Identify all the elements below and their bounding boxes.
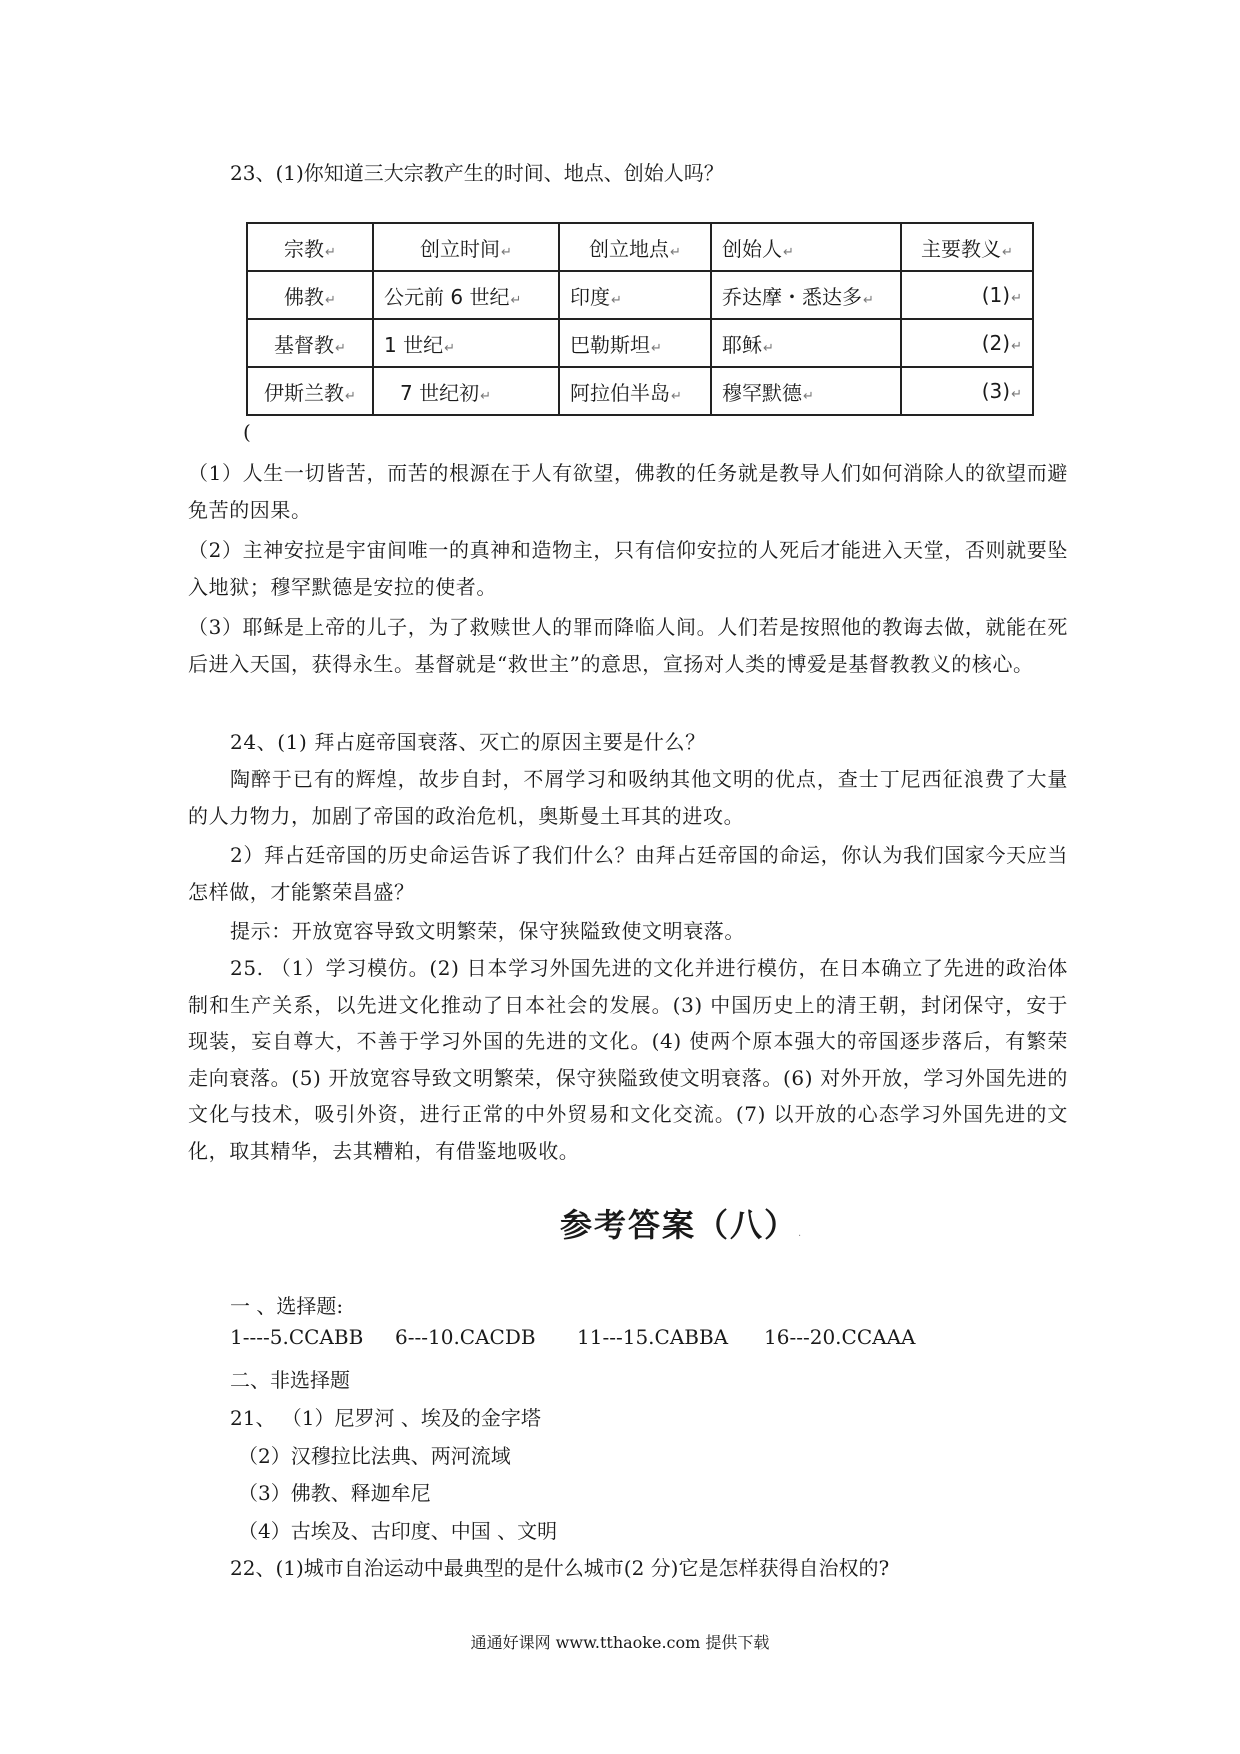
- table-header-cell: 创立时间↵: [373, 223, 559, 271]
- table-row: [247, 319, 1033, 367]
- table-cell: 巴勒斯坦↵: [559, 319, 711, 367]
- doctrine-christianity: （3）耶稣是上帝的儿子，为了救赎世人的罪而降临人间。人们若是按照他的教诲去做，就能在死后进入天国，获得永生。基督就是“救世主”的意思，宣扬对人类的博爱是基督教教义的核心。: [188, 615, 1068, 676]
- table-cell: (3)↵: [901, 367, 1033, 415]
- mc-answers-2: 6---10.CACDB: [395, 1325, 536, 1349]
- q21-answer-2: （2）汉穆拉比法典、两河流域: [238, 1444, 511, 1468]
- table-cell: 耶稣↵: [711, 319, 901, 367]
- section-multiple-choice-label: 一 、选择题:: [230, 1294, 344, 1318]
- table-cell: 印度↵: [559, 271, 711, 319]
- q21-answer-1: 21、 （1）尼罗河 、埃及的金字塔: [230, 1406, 541, 1430]
- q21-answer-3: （3）佛教、释迦牟尼: [238, 1481, 431, 1505]
- table-header-cell: 宗教↵: [247, 223, 373, 271]
- table-cell: 佛教↵: [247, 271, 373, 319]
- q21-answer-4: （4）古埃及、古印度、中国 、文明: [238, 1519, 558, 1543]
- table-cell: 1 世纪↵: [373, 319, 559, 367]
- table-cell: 伊斯兰教↵: [247, 367, 373, 415]
- mc-answers-4: 16---20.CCAAA: [764, 1325, 916, 1349]
- table-cell: 阿拉伯半岛↵: [559, 367, 711, 415]
- religion-table: [246, 222, 1034, 416]
- q24-question-1: 24、(1) 拜占庭帝国衰落、灭亡的原因主要是什么？: [230, 730, 706, 754]
- table-cell: 基督教↵: [247, 319, 373, 367]
- table-cell: 7 世纪初↵: [373, 367, 559, 415]
- q24-answer-1: 陶醉于已有的辉煌，故步自封，不屑学习和吸纳其他文明的优点，查士丁尼西征浪费了大量的人力物力，加剧了帝国的政治危机，奥斯曼土耳其的进攻。: [188, 767, 1068, 828]
- mc-answers-1: 1----5.CCABB: [230, 1325, 364, 1349]
- doctrine-islam: （2）主神安拉是宇宙间唯一的真神和造物主，只有信仰安拉的人死后才能进入天堂，否则就要坠入地狱；穆罕默德是安拉的使者。: [188, 538, 1068, 599]
- table-row: [247, 367, 1033, 415]
- table-cell: 公元前 6 世纪↵: [373, 271, 559, 319]
- table-header-cell: 创立地点↵: [559, 223, 711, 271]
- answer-key-heading: 参考答案（八）.: [560, 1206, 804, 1244]
- q22-question: 22、(1)城市自治运动中最典型的是什么城市(2 分)它是怎样获得自治权的?: [230, 1556, 890, 1580]
- table-header-cell: 创始人↵: [711, 223, 901, 271]
- section-non-choice-label: 二、非选择题: [230, 1368, 350, 1392]
- doctrine-buddhism: （1）人生一切皆苦，而苦的根源在于人有欲望，佛教的任务就是教导人们如何消除人的欲望而避免苦的因果。: [188, 461, 1068, 522]
- q24-hint: 提示：开放宽容导致文明繁荣，保守狭隘致使文明衰落。: [230, 919, 745, 943]
- table-cell: (1)↵: [901, 271, 1033, 319]
- mc-answers-3: 11---15.CABBA: [577, 1325, 729, 1349]
- table-cell: 乔达摩・悉达多↵: [711, 271, 901, 319]
- q24-question-2: 2）拜占廷帝国的历史命运告诉了我们什么？由拜占廷帝国的命运，你认为我们国家今天应当怎样做，才能繁荣昌盛？: [188, 843, 1068, 904]
- table-header-row: [247, 223, 1033, 271]
- table-cell: (2)↵: [901, 319, 1033, 367]
- table-cell: 穆罕默德↵: [711, 367, 901, 415]
- stray-parenthesis: (: [243, 420, 251, 444]
- q25-answer: 25. （1）学习模仿。(2) 日本学习外国先进的文化并进行模仿，在日本确立了先进的政治体制和生产关系，以先进文化推动了日本社会的发展。(3) 中国历史上的清王朝，封闭保守，安于现装，妄自尊大，不善于学习外国的先进的文化。(4) 使两个原本强大的帝国逐步落后，有繁荣走向衰落。(5) 开放宽容导致文明繁荣，保守狭隘致使文明衰落。(6) 对外开放，学习外国先进的文化与技术，吸引外资，进行正常的中外贸易和文化交流。(7) 以开放的心态学习外国先进的文化，取其精华，去其糟粕，有借鉴地吸收。: [188, 956, 1068, 1163]
- footer-source: 通通好课网 www.tthaoke.com 提供下载: [470, 1633, 770, 1652]
- q23-question: 23、(1)你知道三大宗教产生的时间、地点、创始人吗？: [230, 161, 724, 185]
- table-header-cell: 主要教义↵: [901, 223, 1033, 271]
- table-row: [247, 271, 1033, 319]
